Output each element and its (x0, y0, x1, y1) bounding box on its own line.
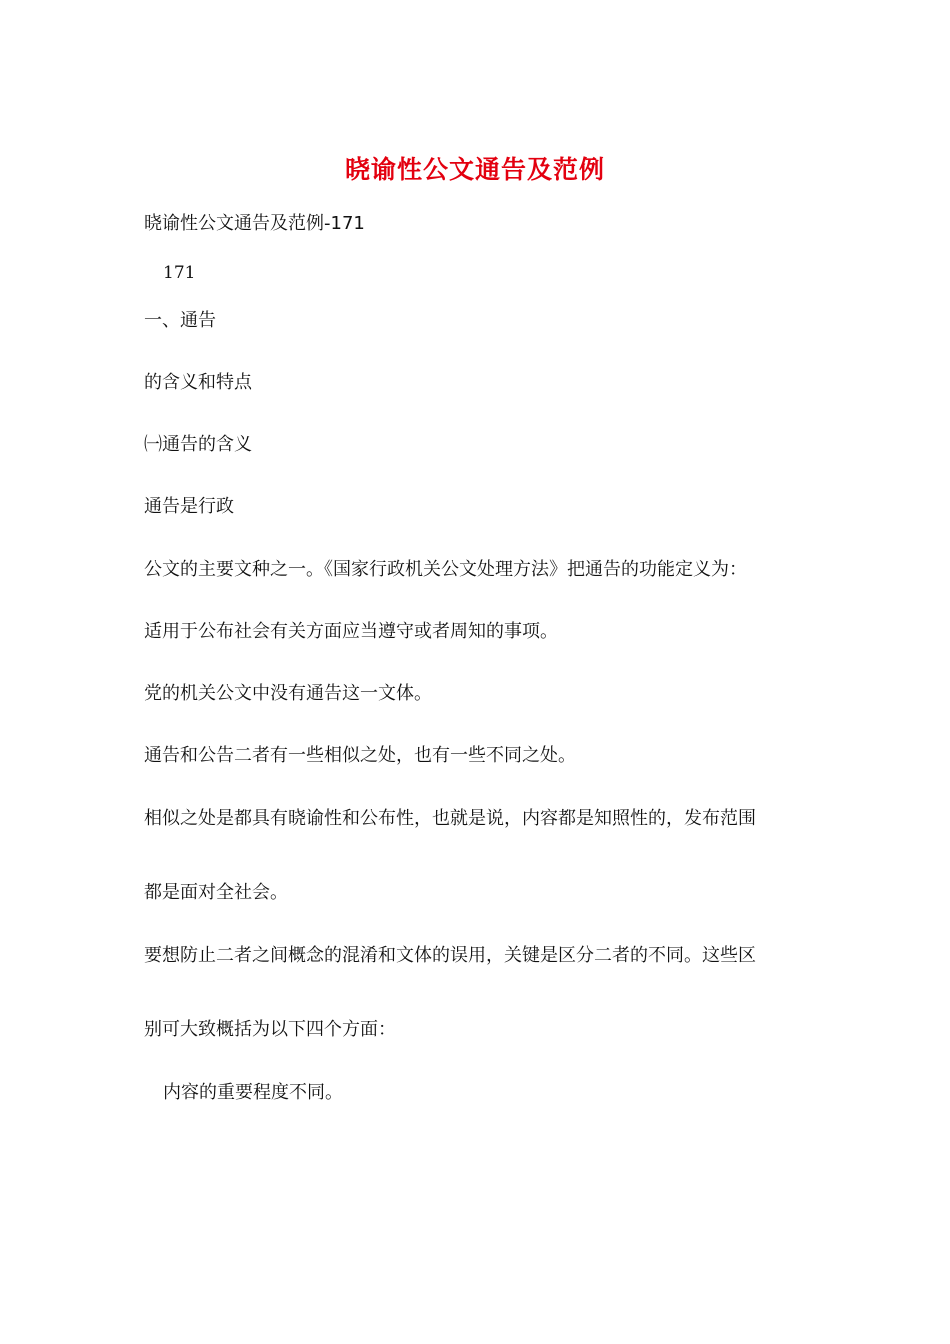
paragraph-line: 都是面对全社会。 (144, 882, 288, 903)
section-heading-1-cont: 的含义和特点 (144, 372, 252, 393)
paragraph-line: 要想防止二者之间概念的混淆和文体的误用，关键是区分二者的不同。这些区 (144, 945, 756, 966)
paragraph-line: 通告是行政 (144, 496, 234, 517)
paragraph-line: 通告和公告二者有一些相似之处，也有一些不同之处。 (144, 745, 576, 766)
paragraph-line: 别可大致概括为以下四个方面： (144, 1019, 396, 1040)
paragraph-line: 内容的重要程度不同。 (163, 1082, 343, 1103)
paragraph-line: 公文的主要文种之一。《国家行政机关公文处理方法》把通告的功能定义为： (144, 559, 747, 580)
page-number: 171 (163, 263, 196, 283)
paragraph-line: 党的机关公文中没有通告这一文体。 (144, 683, 432, 704)
document-subtitle (144, 212, 365, 236)
document-title: 晓谕性公文通告及范例 (344, 155, 605, 184)
subtitle-text: 晓谕性公文通告及范例-171 (144, 213, 365, 234)
subsection-heading-1: ㈠通告的含义 (144, 434, 252, 455)
paragraph-line: 适用于公布社会有关方面应当遵守或者周知的事项。 (144, 621, 558, 642)
paragraph-line: 相似之处是都具有晓谕性和公布性，也就是说，内容都是知照性的，发布范围 (144, 808, 756, 829)
section-heading-1: 一、通告 (144, 310, 216, 331)
